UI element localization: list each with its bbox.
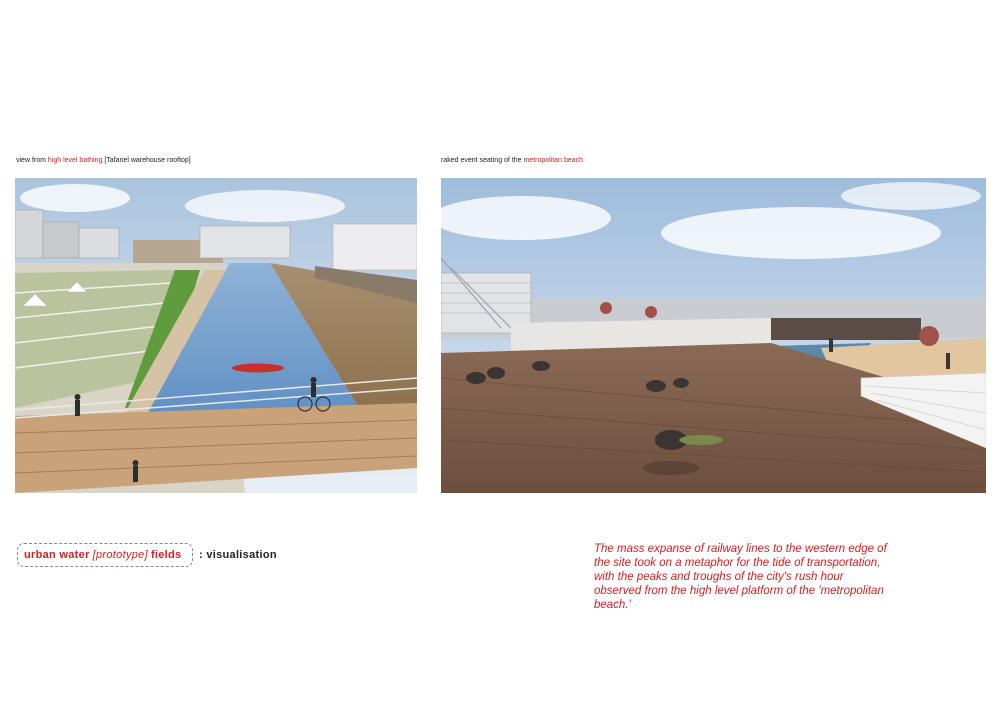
title-part-urban-water: urban water (24, 549, 90, 561)
description-quote: The mass expanse of railway lines to the western edge of the site took on a metaphor for the tide of transportation, with the peaks and troughs of the city's rush hour observed from the high level platform of the 'metropolitan beach.' (594, 543, 887, 611)
canal-view-illustration (15, 178, 417, 493)
caption-highlight: metropolitan beach (523, 157, 584, 164)
raked-seating-illustration (441, 178, 986, 493)
caption-suffix: [Tafanel warehouse rooftop] (102, 157, 191, 164)
caption-prefix: view from (16, 157, 48, 164)
caption-prefix: raked event seating of the (441, 157, 524, 164)
raked-seating-rendering (441, 178, 986, 493)
caption-highlight: high level bathing (47, 157, 103, 164)
title-suffix: : visualisation (199, 549, 277, 561)
canal-view-rendering (15, 178, 417, 493)
title-part-prototype: [prototype] (92, 549, 148, 561)
left-image-caption (16, 157, 191, 164)
title-part-fields: fields (150, 549, 182, 561)
project-title (17, 543, 193, 567)
right-image-caption (441, 157, 583, 164)
